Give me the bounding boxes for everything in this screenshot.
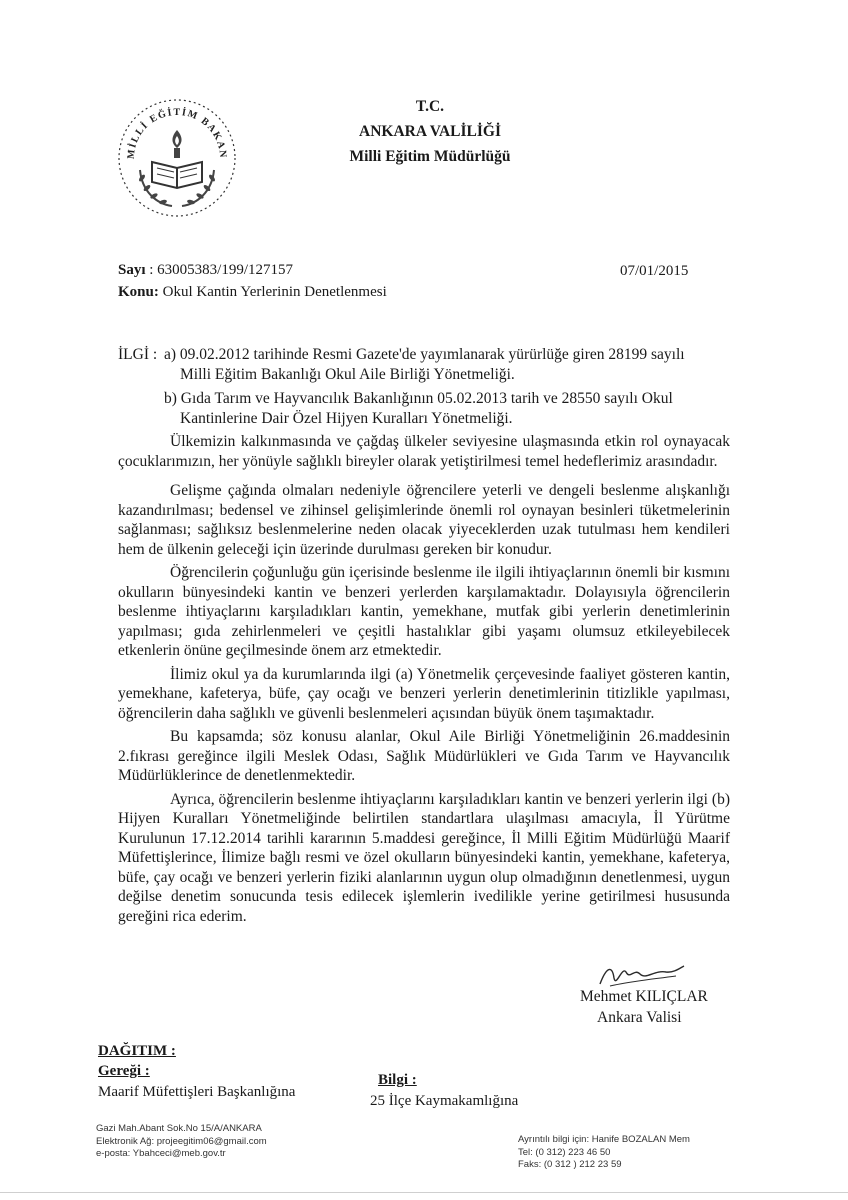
ilgi-b-line2: Kantinlerine Dair Özel Hijyen Kuralları Yönetmeliği. (180, 410, 513, 427)
signatory-name: Mehmet KILIÇLAR (580, 988, 708, 1005)
handwritten-signature (596, 958, 686, 992)
konu-label: Konu: (118, 284, 159, 300)
sayi-line (118, 262, 293, 279)
signatory-title: Ankara Valisi (597, 1009, 682, 1026)
ilgi-b-line1: b) Gıda Tarım ve Hayvancılık Bakanlığının 05.02.2013 tarih ve 28550 sayılı Okul (164, 390, 673, 407)
header-tc: T.C. (415, 98, 445, 115)
distribution-title: DAĞITIM : (98, 1043, 176, 1059)
ilgi-label: İLGİ : (118, 346, 158, 363)
body-paragraph: Ülkemizin kalkınmasında ve çağdaş ülkeler seviyesine ulaşmasında etkin rol oynayacak çocuklarımızın, her yönüyle sağlıklı bireyler olarak yetiştirilmesi temel hedeflerimiz arasındadır. (118, 433, 730, 470)
body-paragraph: İlimiz okul ya da kurumlarında ilgi (a) Yönetmelik çerçevesinde faaliyet gösteren kantin, yemekhane, kafeterya, büfe, çay ocağı ve benzeri yerlerin denetimlerinin titizlikle yapılması, öğrencilerin daha sağlıklı ve güvenli beslenmeleri açısından büyük önem taşımaktadır. (118, 665, 730, 722)
letter-body (118, 432, 730, 928)
ilgi-a-line2: Milli Eğitim Bakanlığı Okul Aile Birliği Yönetmeliği. (180, 366, 515, 383)
document-date: 07/01/2015 (620, 263, 689, 279)
footer-email: e-posta: Ybahceci@meb.gov.tr (96, 1148, 226, 1159)
footer-contact-person: Ayrıntılı bilgi için: Hanife BOZALAN Mem (518, 1134, 690, 1145)
footer-email-network: Elektronik Ağ: projeegitim06@gmail.com (96, 1135, 267, 1147)
scan-edge-line (0, 1192, 848, 1193)
ministry-seal-logo (112, 92, 242, 222)
footer-address: Gazi Mah.Abant Sok.No 15/A/ANKARA (96, 1123, 262, 1134)
footer-contact-block (518, 1134, 690, 1172)
geregi-label: Gereği : (98, 1063, 150, 1079)
body-paragraph: Ayrıca, öğrencilerin beslenme ihtiyaçlarını karşıladıkları kantin ve benzeri yerlerin ilgi (b) Hijyen Kuralları Yönetmeliğinde belirtilen standartlara ulaşılması amacıyla, İl Yürütme Kurulunun 17.12.2014 tarihli kararının 5.maddesi gereğince, İl Milli Eğitim Müdürlüğü Maarif Müfettişlerince, İlimize bağlı resmi ve özel okulların bünyesindeki kantin, yemekhane, kafeterya, büfe, çay ocağı ve benzeri yerlerin fiziki alanlarının uygun olup olmadığının denetlenmesi, uygun değilse denetim sonucunda tesis edilecek işlemlerin ivedilikle yerine getirilmesi hususunda gereğini rica ederim. (118, 790, 730, 925)
ilgi-a-line1: a) 09.02.2012 tarihinde Resmi Gazete'de yayımlanarak yürürlüğe giren 28199 sayılı (164, 346, 685, 363)
geregi-recipient: Maarif Müfettişleri Başkanlığına (98, 1084, 296, 1100)
body-paragraph: Öğrencilerin çoğunluğu gün içerisinde beslenme ile ilgili ihtiyaçlarının önemli bir kısmını okulların bünyesindeki kantin ve benzeri yerlerden karşılamaktadır. Dolayısıyla öğrencilerin beslenme ihtiyaçlarını karşıladıkları kantin, yemekhane, mutfak gibi yerlerin denetimlerinin yapılması; gıda zehirlenmeleri ve çeşitli hastalıklar gibi yaşamı olumsuz etkileyebilecek etkenlerin önüne geçilmesinde önem arz etmektedir. (118, 564, 730, 659)
sayi-value: : 63005383/199/127157 (149, 262, 294, 278)
footer-phone: Tel: (0 312) 223 46 50 (518, 1146, 611, 1158)
body-paragraph: Gelişme çağında olmaları nedeniyle öğrencilere yeterli ve dengeli beslenme alışkanlığı kazandırılması; bedensel ve zihinsel gelişimlerinde önemli rol oynayan besinleri tüketmelerinin sağlanması; sağlıksız beslenmelerine neden olacak yiyeceklerden uzak tutulması hem kendileri hem de ülkenin geleceği için üzerinde durulması gereken bir konudur. (118, 482, 730, 558)
header-directorate: Milli Eğitim Müdürlüğü (349, 148, 511, 165)
footer-fax: Faks: (0 312 ) 212 23 59 (518, 1159, 622, 1170)
konu-value: Okul Kantin Yerlerinin Denetlenmesi (158, 284, 387, 300)
footer-address-block (96, 1123, 267, 1161)
bilgi-label: Bilgi : (378, 1072, 417, 1088)
bilgi-recipient: 25 İlçe Kaymakamlığına (370, 1093, 519, 1109)
seal-text: MİLLİ EĞİTİM BAKAN (125, 106, 229, 160)
body-paragraph: Bu kapsamda; söz konusu alanlar, Okul Aile Birliği Yönetmeliğinin 26.maddesinin 2.fıkrası gereğince ilgili Meslek Odası, Sağlık Müdürlükleri ve Gıda Tarım ve Hayvancılık Müdürlüklerince de denetlenmektedir. (118, 728, 730, 784)
header-governorship: ANKARA VALİLİĞİ (359, 123, 501, 140)
konu-line (118, 284, 387, 301)
sayi-label: Sayı (118, 262, 146, 278)
letterhead (300, 94, 560, 169)
